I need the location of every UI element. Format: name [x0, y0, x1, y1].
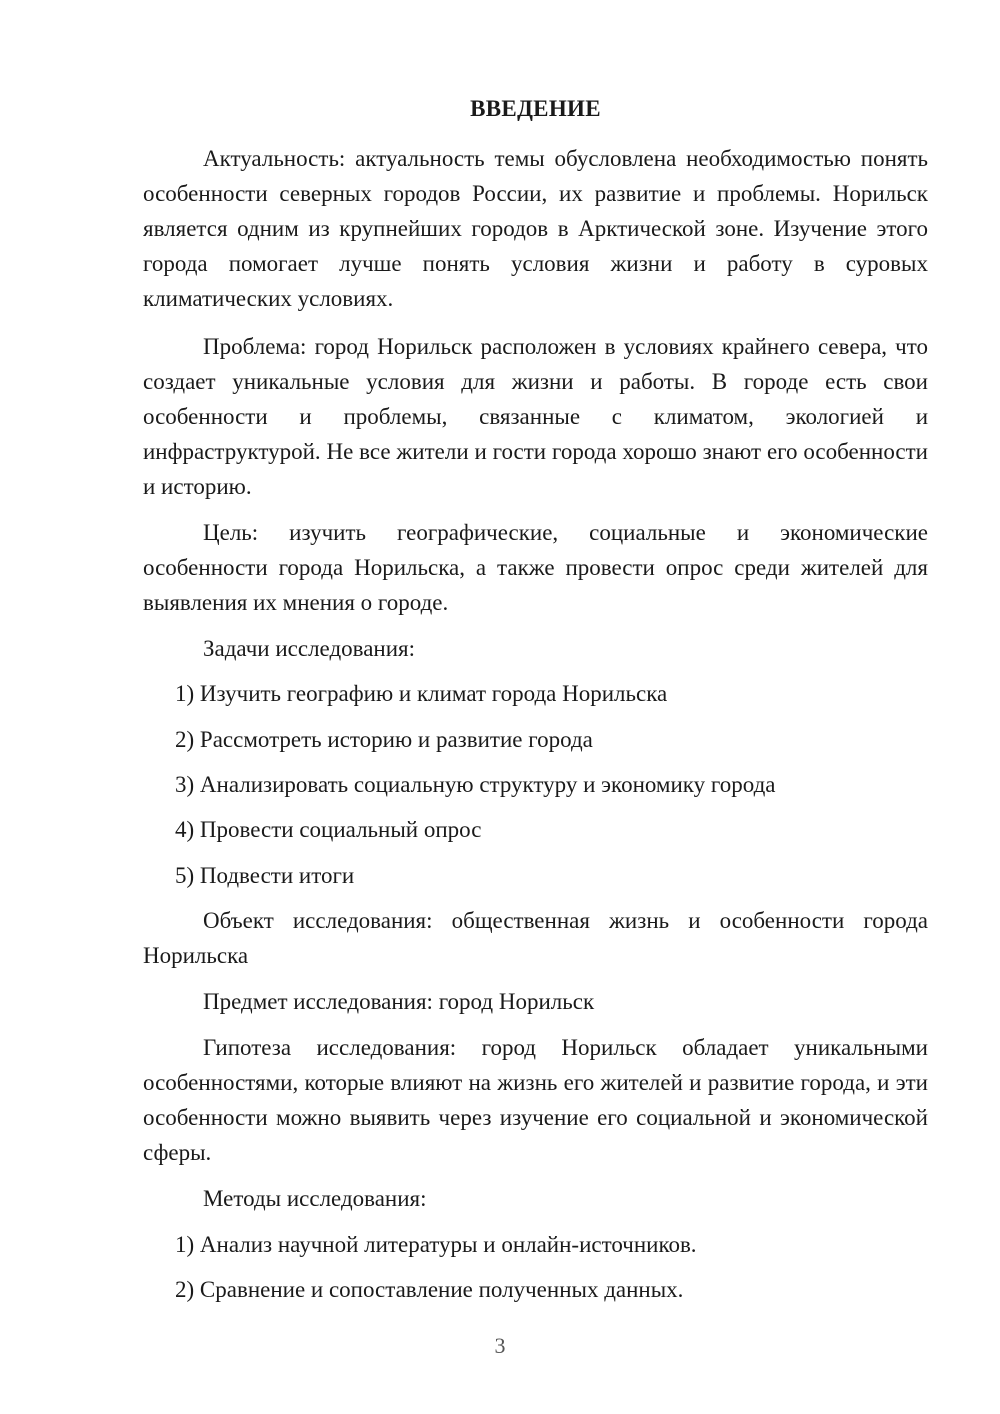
tasks-heading: Задачи исследования:	[203, 636, 416, 661]
paragraph-object: Объект исследования: общественная жизнь и особенности города Норильска	[143, 908, 928, 968]
page-number: 3	[494, 1333, 506, 1358]
paragraph-hypothesis: Гипотеза исследования: город Норильск обладает уникальными особенностями, которые влияют на жизнь его жителей и развитие города, и эти особенности можно выявить через изучение его социальной и экономической сферы.	[143, 1035, 928, 1165]
list-item: 4) Провести социальный опрос	[175, 817, 482, 842]
paragraph-problem: Проблема: город Норильск расположен в условиях крайнего севера, что создает уникальные условия для жизни и работы. В городе есть свои особенности и проблемы, связанные с климатом, экологией и инфраструктурой. Не все жители и гости города хорошо знают его особенности и историю.	[143, 334, 928, 499]
list-item: 2) Сравнение и сопоставление полученных данных.	[175, 1277, 684, 1302]
page-title: ВВЕДЕНИЕ	[470, 96, 601, 121]
paragraph-goal: Цель: изучить географические, социальные и экономические особенности города Норильска, а также провести опрос среди жителей для выявления их мнения о городе.	[143, 520, 928, 615]
paragraph-relevance: Актуальность: актуальность темы обусловлена необходимостью понять особенности северных городов России, их развитие и проблемы. Норильск является одним из крупнейших городов в Арктической зоне. Изучение этого города помогает лучше понять условия жизни и работу в суровых климатических условиях.	[143, 146, 928, 311]
list-item: 1) Изучить географию и климат города Норильска	[175, 681, 668, 706]
list-item: 3) Анализировать социальную структуру и экономику города	[175, 772, 776, 797]
list-item: 5) Подвести итоги	[175, 863, 355, 888]
list-item: 2) Рассмотреть историю и развитие города	[175, 727, 593, 752]
paragraph-subject: Предмет исследования: город Норильск	[203, 989, 595, 1014]
methods-heading: Методы исследования:	[203, 1186, 427, 1211]
list-item: 1) Анализ научной литературы и онлайн-источников.	[175, 1232, 697, 1257]
